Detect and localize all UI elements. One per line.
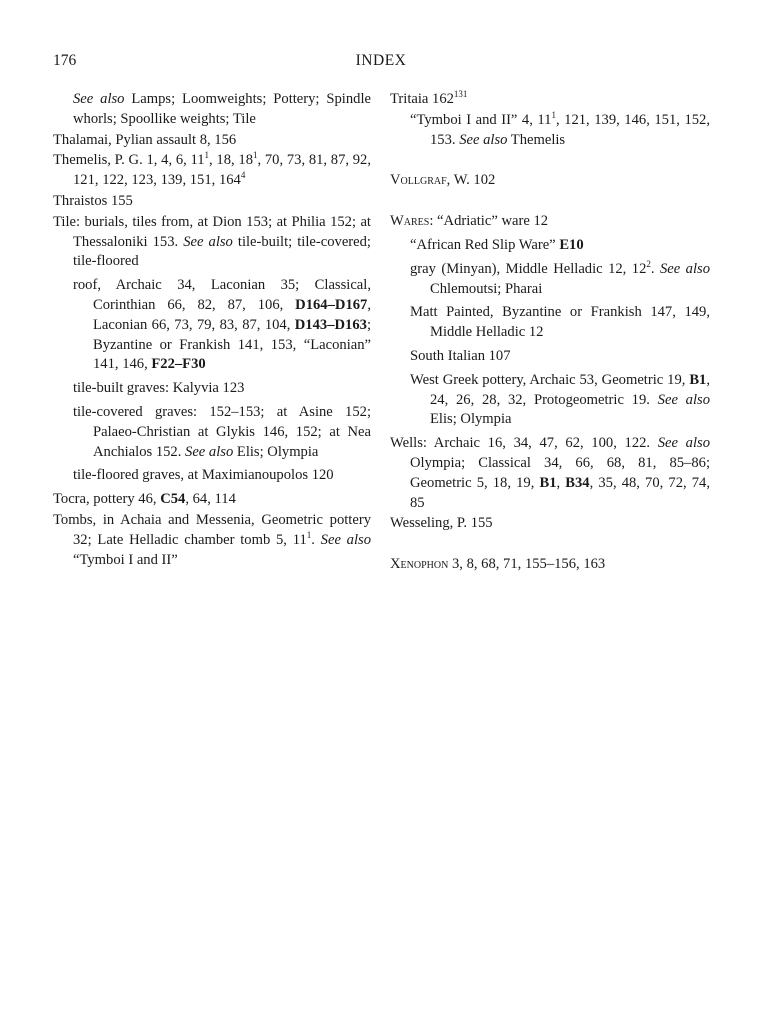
see-also-ref: See also — [73, 91, 125, 107]
index-entry-thalamai: Thalamai, Pylian assault 8, 156 — [53, 131, 237, 148]
index-entry-wesseling: Wesseling, P. 155 — [390, 515, 493, 532]
index-subentry-african: “African Red Slip Ware” E10 — [410, 236, 584, 253]
index-subentry-tile-floored: tile-floored graves, at Maximianoupolos 120 — [73, 467, 334, 484]
index-entry-tile: Tile: burials, tiles from, at Dion 153; at Philia 152; at Thessaloniki 153. See also tile-built; tile-covered; tile-floored — [53, 213, 371, 270]
index-subentry-west: West Greek pottery, Archaic 53, Geometric 19, B1, 24, 26, 28, 32, Protogeometric 19. See also Elis; Olympia — [410, 371, 710, 428]
index-subentry-roof: roof, Archaic 34, Laconian 35; Classical, Corinthian 66, 82, 87, 106, D164–D167, Laconian 66, 73, 79, 83, 87, 104, D143–D163; Byzantine or Frankish 141, 153, “Laconian” 141, 146, F22–F30 — [73, 277, 371, 373]
index-entry-tombs: Tombs, in Achaia and Messenia, Geometric pottery 32; Late Helladic chamber tomb 5, $11^1$. See also “Tymboi I and II” — [53, 511, 372, 568]
index-entry-xenophon: Xenophon 3, 8, 68, 71, 155–156, 163 — [390, 556, 606, 573]
index-subentry-tile-built: tile-built graves: Kalyvia 123 — [73, 380, 245, 397]
index-column-right — [390, 90, 710, 576]
index-subentry-south: South Italian 107 — [410, 347, 511, 364]
index-entry-tymboi: “Tymboi I and II” 4, $11^1$, 121, 139, 146, 151, 152, 153. See also Themelis — [410, 109, 710, 148]
index-subentry-matt: Matt Painted, Byzantine or Frankish 147, 149, Middle Helladic 12 — [410, 304, 710, 341]
index-entry-wares: Wares: “Adriatic” ware 12 — [390, 213, 549, 230]
index-entry-continuation: See also Lamps; Loomweights; Pottery; Spindle whorls; Spoollike weights; Tile — [73, 91, 371, 127]
page-number: 176 — [53, 52, 77, 69]
index-entry-themelis: Themelis, P. G. 1, 4, 6, $11^1$, 18, $18^1$, 70, 73, 81, 87, 92, 121, 122, 123, 139, 151, $164^4$ — [53, 150, 371, 189]
page-header — [53, 52, 709, 74]
index-entry-vollgraf: Vollgraf, W. 102 — [390, 172, 496, 189]
index-entry-wells: Wells: Archaic 16, 34, 47, 62, 100, 122. See also Olympia; Classical 34, 66, 68, 81, 85–86; Geometric 5, 18, 19, B1, B34, 35, 48, 70, 72, 74, 85 — [390, 435, 710, 511]
page-title: INDEX — [355, 52, 407, 69]
index-entry-thraistos: Thraistos 155 — [53, 192, 133, 209]
index-column-left — [53, 90, 371, 571]
index-entry-tritaia: Tritaia $162^{131}$ — [390, 89, 468, 107]
index-subentry-gray: gray (Minyan), Middle Helladic 12, $12^2$. See also Chlemoutsi; Pharai — [410, 258, 711, 297]
index-entry-tocra: Tocra, pottery 46, C54, 64, 114 — [53, 491, 236, 508]
index-subentry-tile-covered: tile-covered graves: 152–153; at Asine 152; Palaeo-Christian at Glykis 146, 152; at Nea Anchialos 152. See also Elis; Olympia — [73, 403, 371, 460]
